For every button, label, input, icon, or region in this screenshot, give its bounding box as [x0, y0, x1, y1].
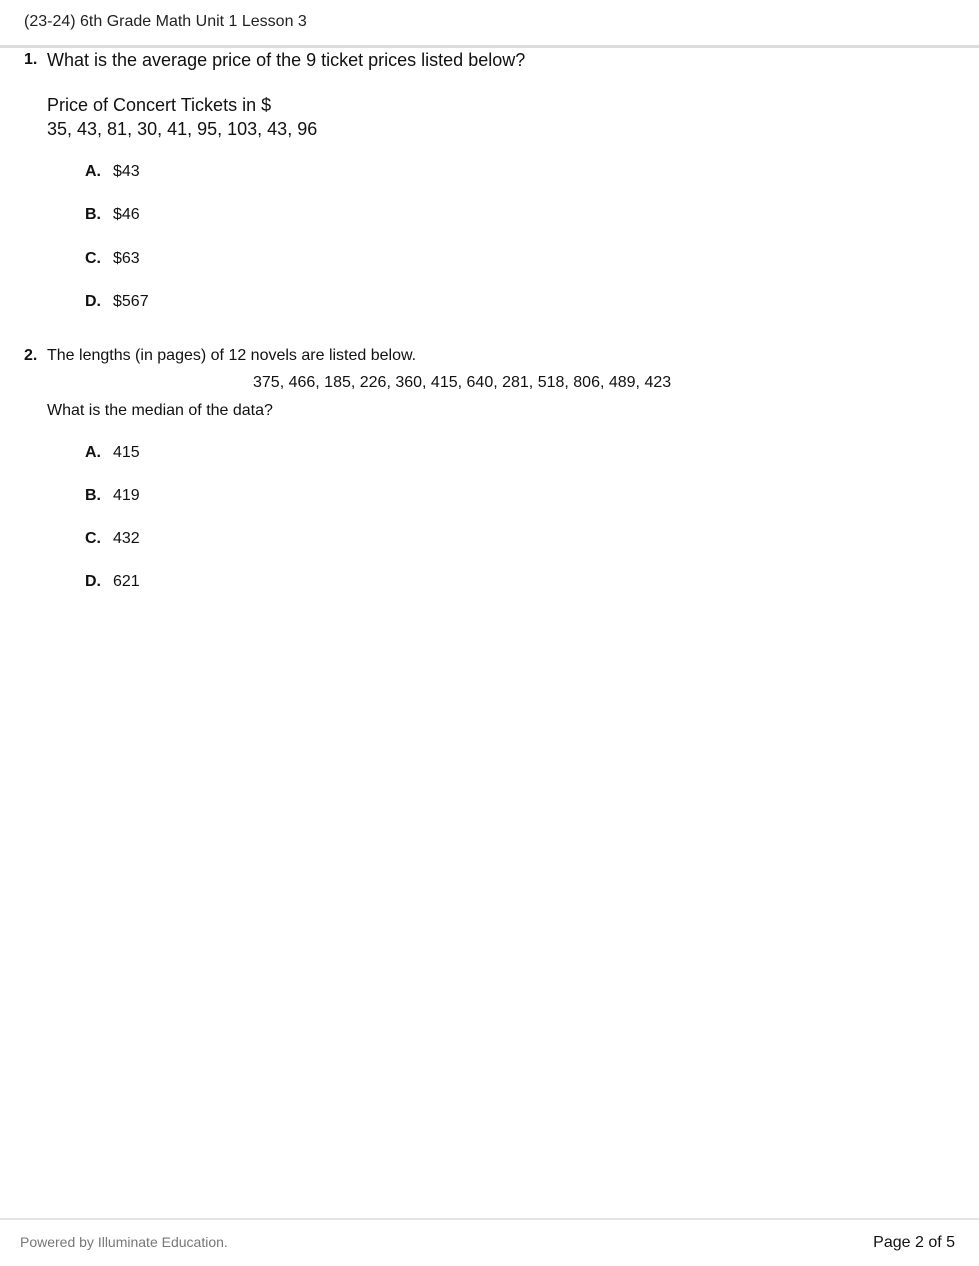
choice-letter: B. — [85, 487, 101, 504]
choice-a[interactable] — [85, 444, 140, 462]
choice-text: $63 — [113, 250, 140, 267]
choice-letter: B. — [85, 206, 101, 223]
choice-letter: A. — [85, 163, 101, 180]
choice-text: $46 — [113, 206, 140, 223]
footer-divider — [0, 1218, 979, 1220]
choice-letter: D. — [85, 293, 101, 310]
choice-text: 415 — [113, 444, 140, 461]
page-header — [0, 0, 979, 46]
choice-c[interactable] — [85, 530, 140, 548]
choice-letter: C. — [85, 530, 101, 547]
choice-b[interactable] — [85, 206, 140, 224]
powered-by-text: Powered by Illuminate Education. — [20, 1234, 228, 1250]
choice-text: $567 — [113, 293, 149, 310]
page-indicator: Page 2 of 5 — [873, 1234, 955, 1251]
question-number: 2. — [24, 347, 38, 364]
data-values: 375, 466, 185, 226, 360, 415, 640, 281, 518, 806, 489, 423 — [253, 374, 672, 391]
choice-c[interactable] — [85, 250, 140, 268]
question-number: 1. — [24, 51, 38, 68]
choice-letter: D. — [85, 573, 101, 590]
choice-text: $43 — [113, 163, 140, 180]
choice-b[interactable] — [85, 487, 140, 505]
choice-text: 621 — [113, 573, 140, 590]
choice-d[interactable] — [85, 573, 140, 591]
question-prompt: What is the average price of the 9 ticket prices listed below? — [47, 50, 526, 70]
question-follow-up: What is the median of the data? — [47, 402, 273, 419]
choice-letter: C. — [85, 250, 101, 267]
choice-text: 419 — [113, 487, 140, 504]
choice-a[interactable] — [85, 163, 140, 181]
table-title: Price of Concert Tickets in $ — [47, 95, 272, 115]
choice-text: 432 — [113, 530, 140, 547]
assessment-title: (23-24) 6th Grade Math Unit 1 Lesson 3 — [24, 13, 307, 30]
choice-d[interactable] — [85, 293, 149, 311]
header-divider — [0, 45, 979, 48]
choice-letter: A. — [85, 444, 101, 461]
table-values: 35, 43, 81, 30, 41, 95, 103, 43, 96 — [47, 119, 318, 139]
question-prompt: The lengths (in pages) of 12 novels are listed below. — [47, 347, 417, 364]
